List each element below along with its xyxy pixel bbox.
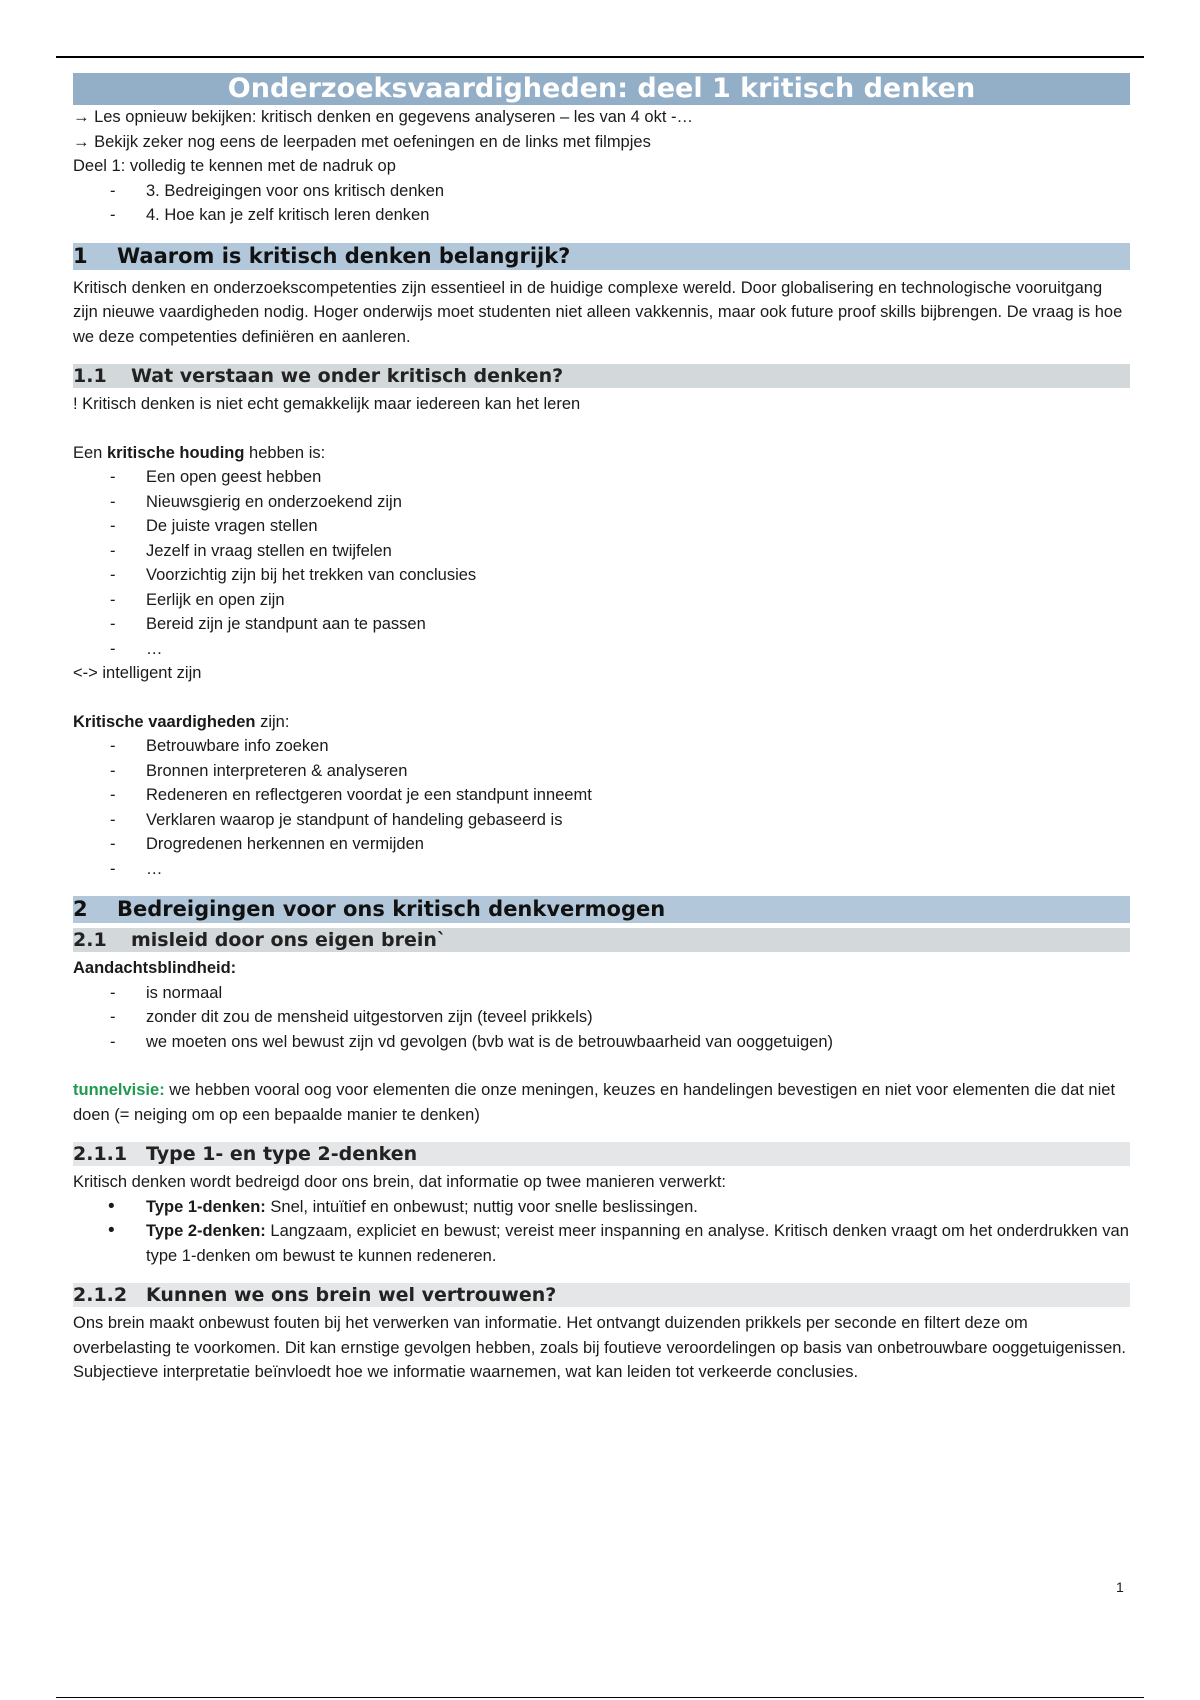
list-item: • Type 2-denken: Langzaam, expliciet en bewust; vereist meer inspanning en analyse. Kritisch denken vraagt om het onderdrukken van type 1-denken om bewust te kunnen redeneren. [73,1219,1130,1268]
attitude-list [73,465,1130,661]
attention-list [73,981,1130,1055]
list-item: - Redeneren en reflectgeren voordat je een standpunt inneemt [73,783,1130,808]
skills-list [73,734,1130,881]
list-item: - Jezelf in vraag stellen en twijfelen [73,539,1130,564]
section-title: Bedreigingen voor ons kritisch denkvermogen [117,897,666,921]
list-item: - zonder dit zou de mensheid uitgestorven zijn (teveel prikkels) [73,1005,1130,1030]
list-item: - … [73,857,1130,882]
section-heading-2-1 [73,928,1130,952]
list-item: - De juiste vragen stellen [73,514,1130,539]
list-item: - Drogredenen herkennen en vermijden [73,832,1130,857]
intro-line-2: → Bekijk zeker nog eens de leerpaden met oefeningen en de links met filmpjes [73,132,651,151]
section-heading-2 [73,896,1130,923]
footer-rule [56,1697,1144,1698]
list-item: - Bereid zijn je standpunt aan te passen [73,612,1130,637]
contrast-line: <-> intelligent zijn [73,664,202,682]
section-1-body: Kritisch denken en onderzoekscompetenties zijn essentieel in de huidige complexe wereld. Door globalisering en technologische vooruitgang zijn nieuwe vaardigheden nodig. Hoger onderwijs moet studenten niet alleen vakkennis, maar ook future proof skills bijbrengen. De vraag is hoe we deze competenties definiëren en aanleren. [73,278,1123,346]
header-rule [56,56,1144,58]
document-page [73,73,1130,1385]
list-item: • Type 1-denken: Snel, intuïtief en onbewust; nuttig voor snelle beslissingen. [73,1195,1130,1220]
list-item: - Voorzichtig zijn bij het trekken van conclusies [73,563,1130,588]
intro-line-3: Deel 1: volledig te kennen met de nadruk op [73,157,396,175]
list-item: - Een open geest hebben [73,465,1130,490]
trust-brain-body: Ons brein maakt onbewust fouten bij het verwerken van informatie. Het ontvangt duizenden prikkels per seconde en filtert deze om overbelasting te voorkomen. Dit kan ernstige gevolgen hebben, zoals bij foutieve veroordelingen op basis van onbetrouwbare ooggetuigenissen. Subjectieve interpretatie beïnvloedt hoe we informatie waarnemen, wat kan leiden tot verkeerde conclusies. [73,1314,1127,1381]
list-item: - we moeten ons wel bewust zijn vd gevolgen (bvb wat is de betrouwbaarheid van ooggetuigen) [73,1030,1130,1055]
section-heading-2-1-1 [73,1142,1130,1166]
section-title: Waarom is kritisch denken belangrijk? [117,243,571,268]
attention-label: Aandachtsblindheid: [73,959,237,977]
list-item: - 3. Bedreigingen voor ons kritisch denken [73,179,1130,204]
intro-line-1: → Les opnieuw bekijken: kritisch denken en gegevens analyseren – les van 4 okt -… [73,108,694,126]
document-title: Onderzoeksvaardigheden: deel 1 kritisch denken [73,73,1130,105]
section-heading-1 [73,243,1130,270]
list-item: - Verklaren waarop je standpunt of handeling gebaseerd is [73,808,1130,833]
list-item: - … [73,637,1130,662]
list-item: - Nieuwsgierig en onderzoekend zijn [73,490,1130,515]
attitude-heading: Een kritische houding hebben is: [73,443,326,462]
tunnel-vision-paragraph: tunnelvisie: we hebben vooral oog voor elementen die onze meningen, keuzes en handelingen bevestigen en niet voor elementen die dat niet doen (= neiging om op een bepaalde manier te denken) [73,1081,1116,1124]
list-item: - Eerlijk en open zijn [73,588,1130,613]
section-number: 2 [73,897,88,921]
section-number: 2.1.1 [73,1143,128,1165]
section-heading-1-1 [73,364,1130,388]
list-item: - 4. Hoe kan je zelf kritisch leren denken [73,203,1130,228]
page-number: 1 [1116,1579,1124,1595]
list-item: - Bronnen interpreteren & analyseren [73,759,1130,784]
section-title: Wat verstaan we onder kritisch denken? [131,365,564,387]
section-title: Type 1- en type 2-denken [146,1143,418,1165]
types-intro: Kritisch denken wordt bedreigd door ons brein, dat informatie op twee manieren verwerkt: [73,1173,727,1191]
intro-list [73,179,1130,228]
section-title: Kunnen we ons brein wel vertrouwen? [146,1284,557,1306]
list-item: - Betrouwbare info zoeken [73,734,1130,759]
types-list [73,1195,1130,1269]
section-number: 1 [73,243,88,268]
section-number: 2.1.2 [73,1284,128,1306]
skills-heading: Kritische vaardigheden zijn: [73,712,290,731]
note-line: ! Kritisch denken is niet echt gemakkelijk maar iedereen kan het leren [73,395,581,413]
list-item: - is normaal [73,981,1130,1006]
section-number: 2.1 [73,929,107,951]
section-title: misleid door ons eigen brein` [131,929,447,951]
section-number: 1.1 [73,365,107,387]
section-heading-2-1-2 [73,1283,1130,1307]
